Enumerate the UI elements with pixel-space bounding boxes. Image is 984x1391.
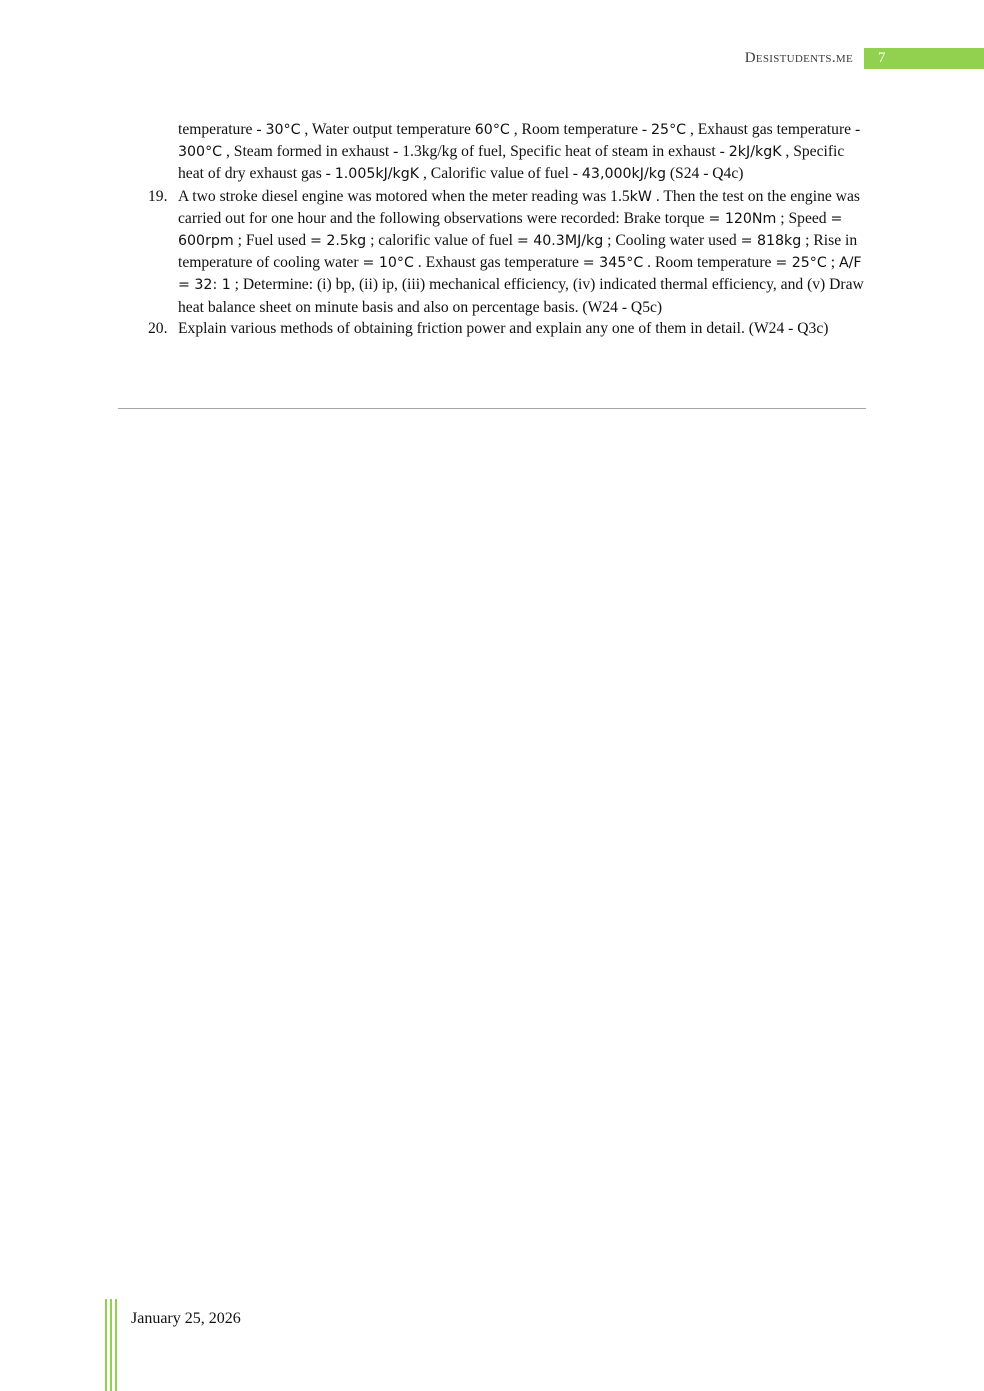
formula-value: 2kJ/kgK	[728, 144, 782, 161]
question-text: , Specific heat of dry exhaust gas -	[178, 143, 845, 183]
question-item	[118, 186, 868, 318]
formula-value: = 2.5kg	[309, 233, 367, 250]
question-number: 19.	[148, 187, 168, 205]
question-text: temperature -	[178, 121, 266, 138]
page-number-badge: 7	[864, 48, 984, 69]
footer-accent-bars	[105, 1299, 119, 1391]
question-text: , Calorific value of fuel -	[419, 165, 582, 183]
formula-value: = 600rpm	[178, 210, 843, 250]
formula-value: 1.005kJ/kgK	[334, 166, 420, 183]
formula-value: = 10°C	[362, 255, 414, 272]
numbered-questions	[118, 186, 868, 339]
formula-value: kW	[629, 188, 652, 205]
question-text: . Then the test on the engine was carried out for one hour and the following observations were recorded: Brake torque	[178, 187, 860, 227]
question-text: ; Determine: (i) bp, (ii) ip, (iii) mechanical efficiency, (iv) indicated thermal efficiency, and (v) Draw heat balance sheet on minute basis and also on percentage basis. (W24 - Q5c)	[178, 276, 864, 316]
question-text: ; calorific value of fuel	[366, 232, 517, 250]
formula-value: 30°C	[265, 122, 301, 138]
question-text: , Room temperature -	[509, 121, 652, 138]
question-text: . Exhaust gas temperature	[413, 254, 583, 272]
question-text: , Exhaust gas temperature -	[686, 121, 861, 138]
question-text: ; Cooling water used	[603, 232, 741, 250]
formula-value: A/F = 32: 1	[178, 255, 862, 294]
page-header	[600, 48, 984, 70]
formula-value: = 120Nm	[708, 210, 777, 227]
question-number: 20.	[148, 319, 168, 337]
footer-date: January 25, 2026	[131, 1310, 241, 1327]
question-text: ;	[826, 254, 839, 272]
continued-question-text	[178, 119, 868, 186]
question-text: . Room temperature	[643, 254, 776, 272]
formula-value: = 345°C	[582, 255, 644, 272]
question-text: ; Rise in temperature of cooling water	[178, 232, 858, 272]
formula-value: 60°C	[474, 122, 510, 138]
question-text: (S24 - Q4c)	[665, 165, 744, 183]
question-text: ; Fuel used	[233, 232, 310, 250]
site-name: Desistudents.me	[744, 50, 853, 66]
formula-value: 25°C	[651, 122, 687, 138]
question-item	[118, 318, 868, 339]
formula-value: = 818kg	[740, 233, 802, 250]
question-text: Explain various methods of obtaining friction power and explain any one of them in detail. (W24 - Q3c)	[178, 319, 829, 337]
formula-value: 43,000kJ/kg	[581, 166, 666, 183]
question-text: ; Speed	[776, 209, 831, 227]
question-text: , Steam formed in exhaust - 1.3kg/kg of fuel, Specific heat of steam in exhaust -	[222, 143, 729, 161]
section-divider	[118, 408, 866, 409]
formula-value: = 25°C	[775, 255, 827, 272]
question-text: A two stroke diesel engine was motored when the meter reading was 1.5	[178, 187, 630, 205]
formula-value: = 40.3MJ/kg	[516, 233, 604, 250]
formula-value: 300°C	[178, 144, 223, 161]
question-text: , Water output temperature	[300, 121, 475, 138]
question-list	[118, 119, 868, 339]
